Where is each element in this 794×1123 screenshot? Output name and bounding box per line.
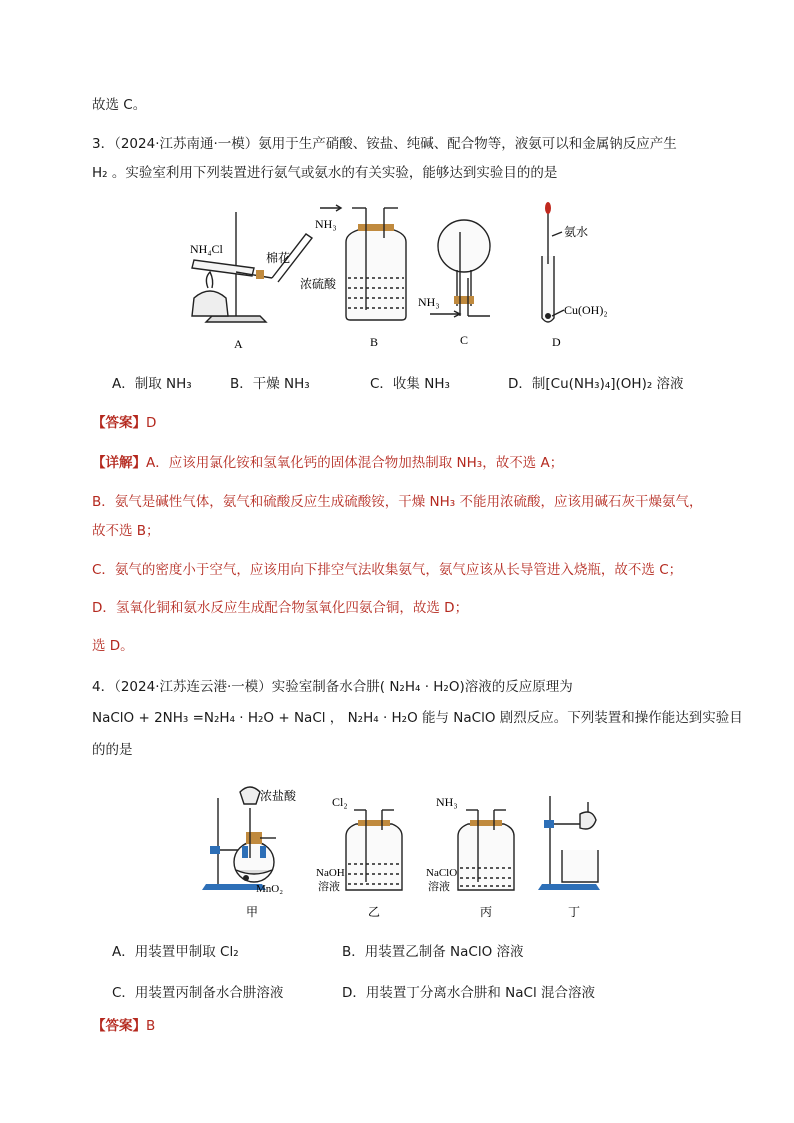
- label-nh3: NH₃: [436, 795, 458, 809]
- q4-answer: [92, 1016, 155, 1036]
- label-nh3-b: NH₃: [315, 217, 337, 231]
- q3-answer: [92, 413, 156, 433]
- label-a: A: [234, 337, 243, 351]
- q3-option-b: B．干燥 NH₃: [230, 376, 310, 392]
- label-jia: 甲: [246, 905, 259, 919]
- label-cuoh2: Cu(OH)₂: [564, 303, 608, 317]
- q3-apparatus-figure: [180, 198, 620, 358]
- label-nh3-c: NH₃: [418, 295, 440, 309]
- label-naoh: NaOH: [316, 867, 345, 879]
- answer-value: B: [146, 1018, 156, 1034]
- label-b: B: [370, 335, 379, 349]
- q4-apparatus-figure: [196, 778, 616, 928]
- q3-detail-a: [92, 453, 563, 473]
- q3-stem-line1: 3．（2024·江苏南通·一模）氨用于生产硝酸、铵盐、纯碱、配合物等，液氨可以和金属钠反应产生: [92, 136, 677, 152]
- q4-stem-line2: NaClO + 2NH₃ =N₂H₄ · H₂O + NaCl ， N₂H₄ · H₂O 能与 NaClO 剧烈反应。下列装置和操作能达到实验目: [92, 710, 743, 726]
- label-ammonia-water: 氨水: [564, 225, 589, 239]
- answer-tag: 【答案】: [92, 415, 146, 431]
- q3-detail-c: C．氨气的密度小于空气，应该用向下排空气法收集氨气，氨气应该从长导管进入烧瓶，故不选 C；: [92, 562, 683, 578]
- q4-option-d: D．用装置丁分离水合肼和 NaCl 混合溶液: [342, 985, 596, 1001]
- label-cl2: Cl₂: [332, 795, 348, 809]
- previous-conclusion: 故选 C。: [92, 97, 147, 113]
- label-conc-h2so4: 浓硫酸: [300, 277, 337, 291]
- apparatus-a: [192, 212, 312, 322]
- apparatus-yi: [346, 810, 402, 890]
- label-solution-1: 溶液: [318, 881, 340, 893]
- label-mno2: MnO₂: [256, 883, 284, 895]
- label-solution-2: 溶液: [428, 881, 450, 893]
- label-naclo: NaClO: [426, 867, 458, 879]
- apparatus-bing: [458, 810, 514, 890]
- q4-stem-line1: 4．（2024·江苏连云港·一模）实验室制备水合肼( N₂H₄ · H₂O)溶液的反应原理为: [92, 679, 573, 695]
- q4-stem-line3: 的的是: [92, 742, 133, 758]
- label-conc-hcl: 浓盐酸: [260, 789, 297, 803]
- label-cotton: 棉花: [266, 251, 291, 265]
- label-c: C: [460, 333, 469, 347]
- apparatus-d: [542, 202, 564, 322]
- label-ding: 丁: [568, 905, 581, 919]
- answer-value: D: [146, 415, 157, 431]
- label-nh4cl: NH₄Cl: [190, 242, 223, 256]
- detail-tag: 【详解】: [92, 455, 146, 471]
- q3-detail-b1: B．氨气是碱性气体，氨气和硫酸反应生成硫酸铵，干燥 NH₃ 不能用浓硫酸，应该用碱石灰干燥氨气，: [92, 494, 703, 510]
- q4-option-b: B．用装置乙制备 NaClO 溶液: [342, 944, 524, 960]
- label-d: D: [552, 335, 561, 349]
- q3-option-a: A．制取 NH₃: [112, 376, 192, 392]
- q3-detail-d: D．氢氧化铜和氨水反应生成配合物氢氧化四氨合铜，故选 D；: [92, 600, 469, 616]
- answer-tag: 【答案】: [92, 1018, 146, 1034]
- q3-detail-b2: 故不选 B；: [92, 523, 160, 539]
- q3-conclusion: 选 D。: [92, 638, 134, 654]
- detail-a-text: A．应该用氯化铵和氢氧化钙的固体混合物加热制取 NH₃，故不选 A；: [146, 455, 564, 471]
- q3-stem-line2: H₂ 。实验室利用下列装置进行氨气或氨水的有关实验，能够达到实验目的的是: [92, 165, 558, 181]
- q3-option-c: C．收集 NH₃: [370, 376, 450, 392]
- label-yi: 乙: [368, 905, 381, 919]
- apparatus-ding: [538, 796, 600, 890]
- q4-option-a: A．用装置甲制取 Cl₂: [112, 944, 239, 960]
- q4-option-c: C．用装置丙制备水合肼溶液: [112, 985, 284, 1001]
- q3-option-d: D．制[Cu(NH₃)₄](OH)₂ 溶液: [508, 376, 684, 392]
- label-bing: 丙: [480, 905, 493, 919]
